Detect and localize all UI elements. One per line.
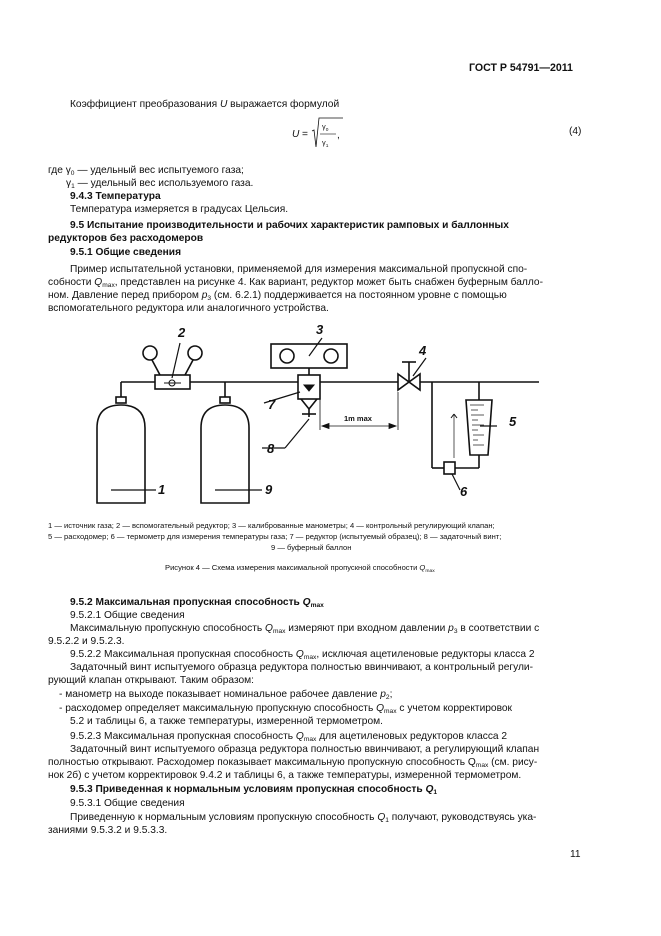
para-9-5-2-3-l3: нок 2б) с учетом корректировок 9.4.2 и таблицы 6, а также температуры, измеренной термометром. xyxy=(48,770,522,781)
figure-legend-line2: 5 — расходомер; 6 — термометр для измерения температуры газа; 7 — редуктор (испытуемый образец); 8 — задаточный винт; xyxy=(48,532,502,541)
para-9-5-2-2-l2: рующий клапан открывают. Таким образом: xyxy=(48,675,255,686)
where-gamma0: где $\gamma_0$ — удельный вес испытуемого газа; xyxy=(48,165,244,177)
document-header: ГОСТ Р 54791—2011 xyxy=(469,62,573,74)
heading-9-5-2-3: 9.5.2.3 Максимальная пропускная способность $Q_{max}$ для ацетиленовых редукторов класса 2 xyxy=(70,731,508,743)
para-9-5-1-l2: собности $Q_{max}$, представлен на рисунке 4. Как вариант, редуктор может быть снабжен буферным балло- xyxy=(48,277,543,289)
intro-line: Коэффициент преобразования U выражается формулой xyxy=(70,99,340,110)
bullet-flowmeter-l2: 5.2 и таблицы 6, а также температуры, измеренной термометром. xyxy=(70,716,383,727)
page-number: 11 xyxy=(570,849,581,860)
where-gamma1: $\gamma_1$ — удельный вес используемого газа. xyxy=(66,178,254,190)
figure-label-8: 8 xyxy=(267,441,275,456)
heading-9-5-line1: 9.5 Испытание производительности и рабочих характеристик рамповых и баллонных xyxy=(70,220,509,231)
figure-label-3: 3 xyxy=(316,322,324,337)
figure-label-4: 4 xyxy=(419,343,427,358)
para-9-5-2-1-l2: 9.5.2.2 и 9.5.2.3. xyxy=(48,636,125,647)
para-9-5-2-3-l1: Задаточный винт испытуемого образца редуктора полностью ввинчивают, а регулирующий клапан xyxy=(70,744,540,755)
para-9-5-3-1-l2: заниями 9.5.3.2 и 9.5.3.3. xyxy=(48,825,168,836)
para-9-5-1-l3: ном. Давление перед прибором $p_3$ (см. 6.2.1) поддерживается на постоянном уровне с помощью xyxy=(48,290,507,302)
dimension-label: 1m max xyxy=(344,414,372,423)
para-9-5-1-l1: Пример испытательной установки, применяемой для измерения максимальной пропускной спо- xyxy=(70,264,528,275)
formula-number: (4) xyxy=(569,126,582,137)
heading-9-5-2-1: 9.5.2.1 Общие сведения xyxy=(70,610,185,621)
para-9-5-2-2-l1: Задаточный винт испытуемого образца редуктора полностью ввинчивают, а контрольный регули- xyxy=(70,662,533,673)
text-9-4-3: Температура измеряется в градусах Цельсия. xyxy=(70,204,289,215)
para-9-5-1-l4: вспомогательного редуктора или аналогичного устройства. xyxy=(48,303,329,314)
para-9-5-2-3-l2: полностью открывают. Расходомер показывает максимальную пропускную способность $Q_{max}$ (см. рису- xyxy=(48,757,538,769)
figure-label-9: 9 xyxy=(265,482,273,497)
figure-label-1: 1 xyxy=(158,482,166,497)
figure-label-5: 5 xyxy=(509,414,517,429)
heading-9-4-3: 9.4.3 Температура xyxy=(70,191,161,202)
heading-9-5-2-2: 9.5.2.2 Максимальная пропускная способность $Q_{max}$, исключая ацетиленовые редукторы класса 2 xyxy=(70,649,535,661)
figure-legend-line1: 1 — источник газа; 2 — вспомогательный редуктор; 3 — калиброванные манометры; 4 — контрольный регулирующий клапан; xyxy=(48,521,495,530)
para-9-5-3-1-l1: Приведенную к нормальным условиям пропускную способность $Q_1$ получают, руководствуясь ука- xyxy=(70,812,537,824)
figure-label-7: 7 xyxy=(268,397,276,412)
figure-label-6: 6 xyxy=(460,484,468,499)
heading-9-5-1: 9.5.1 Общие сведения xyxy=(70,247,182,258)
figure-label-2: 2 xyxy=(178,325,186,340)
para-9-5-2-1-l1: Максимальную пропускную способность $Q_{max}$ измеряют при входном давлении $p_3$ в соответствии с xyxy=(70,623,540,635)
heading-9-5-3: 9.5.3 Приведенная к нормальным условиям пропускная способность $Q_1$ xyxy=(70,784,438,796)
heading-9-5-3-1: 9.5.3.1 Общие сведения xyxy=(70,798,185,809)
heading-9-5-line2: редукторов без расходомеров xyxy=(48,233,204,244)
figure-caption: Рисунок 4 — Схема измерения максимальной пропускной способности $Q_{max}$ xyxy=(165,563,435,574)
bullet-flowmeter: - расходомер определяет максимальную пропускную способность $Q_{max}$ с учетом корректировок xyxy=(59,703,513,715)
bullet-manometer: - манометр на выходе показывает номинальное рабочее давление $p_2$; xyxy=(59,689,393,701)
heading-9-5-2: 9.5.2 Максимальная пропускная способность $Q_{max}$ xyxy=(70,597,324,609)
figure-legend-line3: 9 — буферный баллон xyxy=(271,543,352,552)
